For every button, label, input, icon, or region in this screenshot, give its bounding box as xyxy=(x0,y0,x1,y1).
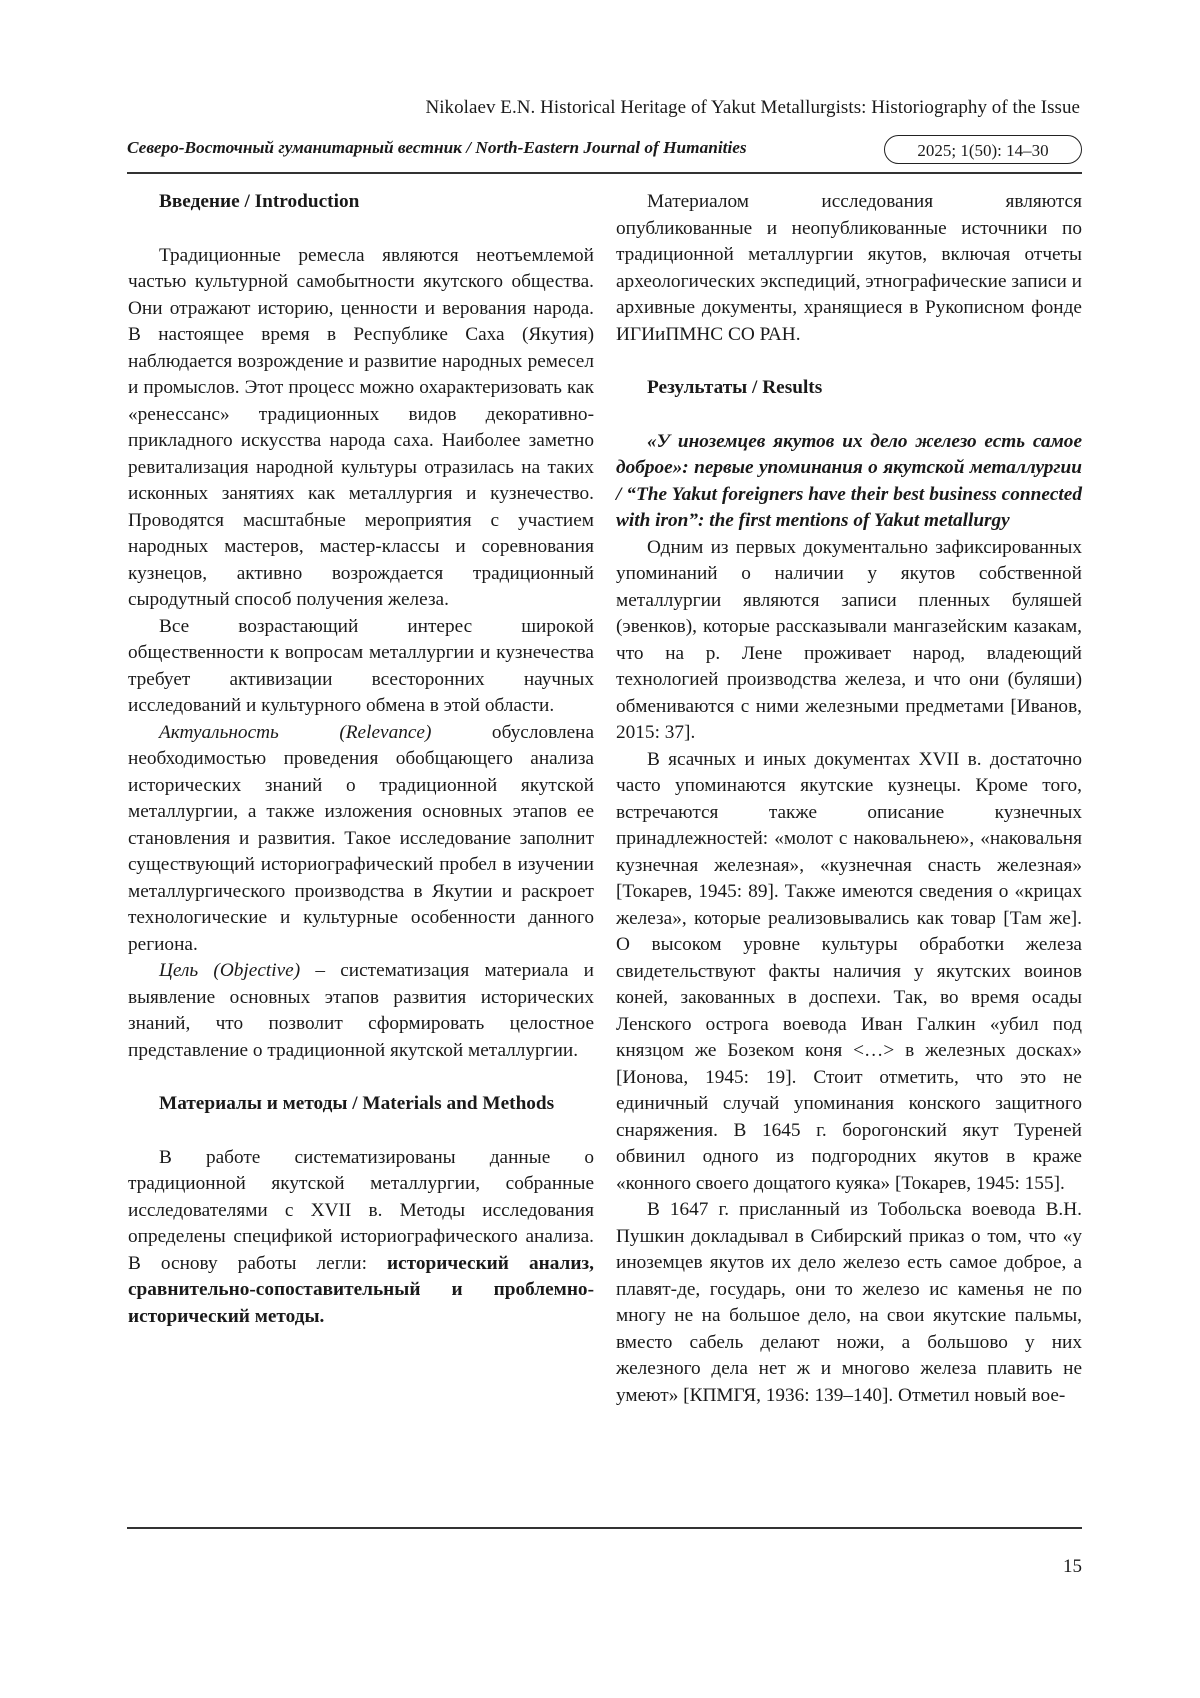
introduction-heading: Введение / Introduction xyxy=(159,191,360,212)
results-paragraph-1: Одним из первых документально зафиксированных упоминаний о наличии у якутов собственной металлургии являются записи пленных буляшей (эвенков), которые рассказывали мангазейским казакам, что на р. Лене проживает народ, владеющий технологией производства железа, и что они (буляши) обмениваются с ними железными предметами [Иванов, 2015: 37]. xyxy=(616,536,1082,743)
running-title: Nikolaev E.N. Historical Heritage of Yakut Metallurgists: Historiography of the Issue xyxy=(425,97,1080,118)
relevance-text: обусловлена необходимостью проведения обобщающего анализа исторических знаний о традиционной якутской металлургии, а также изложения основных этапов ее становления и развития. Такое исследование заполнит существующий историографический пробел в изучении металлургического производства в Якутии и раскроет технологические и культурные особенности данного региона. xyxy=(128,721,595,955)
objective-label: Цель (Objective) xyxy=(159,960,301,981)
objective-text: – систематизация материала и выявление основных этапов развития исторических знаний, что позволит сформировать целостное представление о традиционной якутской металлургии. xyxy=(128,960,594,1061)
intro-paragraph-2: Все возрастающий интерес широкой общественности к вопросам металлургии и кузнечества требует активизации всесторонних научных исследований и культурного обмена в этой области. xyxy=(128,615,594,716)
methods-text: В работе систематизированы данные о традиционной якутской металлургии, собранные исследователями с XVII в. Методы исследования определены спецификой историографического анализа. В основу работы легли: xyxy=(128,1146,594,1274)
intro-paragraph-1: Традиционные ремесла являются неотъемлемой частью культурной самобытности якутского общества. Они отражают историю, ценности и верования народа. В настоящее время в Республике Саха (Якутия) наблюдается возрождение и развитие народных ремесел и промыслов. Этот процесс можно охарактеризовать как «ренессанс» традиционных видов декоративно-прикладного искусства народа саха. Наиболее заметно ревитализация народной культуры отразилась на таких исконных занятиях как металлургия и кузнечество. Проводятся масштабные мероприятия с участием народных мастеров, мастер-классы и соревнования кузнецов, активно возрождается традиционный сыродутный способ получения железа. xyxy=(128,244,594,610)
relevance-paragraph xyxy=(128,720,594,959)
left-column xyxy=(128,189,594,1330)
relevance-label: Актуальность (Relevance) xyxy=(159,721,432,743)
footer-rule xyxy=(127,1527,1082,1529)
right-column xyxy=(616,189,1082,1409)
results-paragraph-3: В 1647 г. присланный из Тобольска воевода В.Н. Пушкин докладывал в Сибирский приказ о том, что «у иноземцев якутов их дело железо есть самое доброе, а плавят-де, государь, они то железо ис каменья не по многу не на большое дело, на свои якутские пальмы, вместо сабель делают ножи, а большово у них железного дела нет ж и многово железа плавить не умеют» [КПМГЯ, 1936: 139–140]. Отметил новый вое- xyxy=(616,1199,1082,1406)
results-paragraph-2: В ясачных и иных документах XVII в. достаточно часто упоминаются якутские кузнецы. Кроме того, встречаются также описание кузнечных принадлежностей: «молот с наковальнею», «наковальня кузнечная железная», «кузнечная снасть железная» [Токарев, 1945: 89]. Также имеются сведения о «крицах железа», которые реализовывались как товар [Там же]. О высоком уровне культуры обработки железа свидетельствуют факты наличия у якутских воинов коней, закованных в доспехи. Так, во время осады Ленского острога воевода Иван Галкин «убил под князцом же Бозеком коня <…> в железных досках» [Ионова, 1945: 19]. Стоит отметить, что это не единичный случай упоминания конского защитного снаряжения. В 1645 г. борогонский якут Туреней обвинил одного из подгородних якутов в краже «конного своего дощатого куяка» [Токарев, 1945: 155]. xyxy=(616,748,1082,1194)
methods-heading: Материалы и методы / Materials and Methods xyxy=(159,1093,555,1114)
page-number: 15 xyxy=(1063,1556,1082,1577)
results-heading: Результаты / Results xyxy=(647,377,823,398)
results-subheading: «У иноземцев якутов их дело железо есть самое доброе»: первые упоминания о якутской металлургии / “The Yakut foreigners have their best business connected with iron”: the first mentions of Yakut metallurgy xyxy=(616,430,1082,531)
objective-paragraph xyxy=(128,958,594,1064)
journal-name: Северо-Восточный гуманитарный вестник / North-Eastern Journal of Humanities xyxy=(127,138,747,157)
issue-badge: 2025; 1(50): 14–30 xyxy=(884,135,1082,164)
methods-bold: исторический анализ, сравнительно-сопоставительный и проблемно-исторический методы. xyxy=(128,1252,595,1327)
methods-paragraph xyxy=(128,1145,594,1331)
journal-header xyxy=(127,135,1082,167)
materials-paragraph: Материалом исследования являются опубликованные и неопубликованные источники по традиционной металлургии якутов, включая отчеты археологических экспедиций, этнографические записи и архивные документы, хранящиеся в Рукописном фонде ИГИиПМНС СО РАН. xyxy=(616,191,1082,345)
header-rule xyxy=(127,172,1082,174)
